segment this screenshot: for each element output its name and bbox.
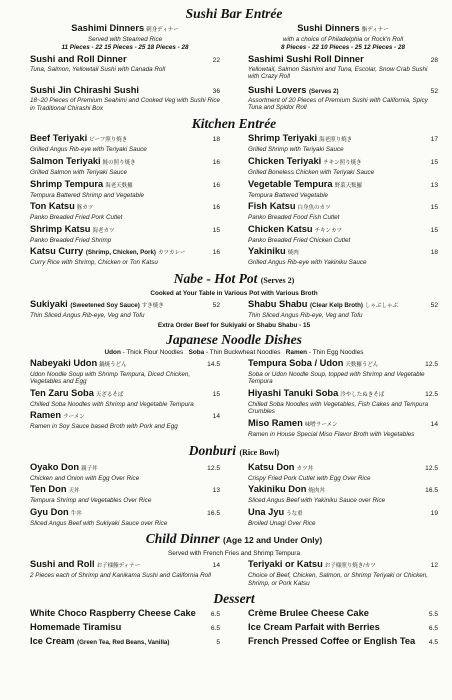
item-desc: Grilled Boneless Chicken with Teriyaki Sauce (248, 168, 375, 176)
item-price: 36 (212, 88, 220, 96)
item-jp: 天ざるそば (95, 391, 124, 398)
item-name: Ramen (30, 410, 62, 421)
item-desc: 2 Pieces each of Shrimp and Kanikama Sushi and California Roll (30, 572, 211, 580)
item-name: Vegetable Tempura (248, 178, 333, 189)
menu-item (248, 608, 438, 620)
item-name: Salmon Teriyaki (30, 155, 101, 166)
item-price: 16 (212, 158, 220, 166)
item-desc: Curry Rice with Shrimp, Chicken or Ton Katsu (30, 259, 158, 267)
menu-item (248, 54, 438, 81)
item-jp: 白身魚のカツ (297, 205, 331, 212)
item-desc: Sliced Angus Beef with Yakiniku Sauce over Rice (248, 497, 386, 505)
item-jp: 天麩羅うどん (345, 361, 379, 368)
item-name: Sushi and Roll Dinner (30, 53, 127, 64)
item-options: 11 Pieces - 22 15 Pieces - 25 18 Pieces - 28 (61, 43, 189, 51)
menu-item (248, 418, 438, 439)
item-name: Homemade Tiramisu (30, 622, 122, 633)
section-title-noodles: Japanese Noodle Dishes (166, 331, 302, 347)
item-name: Hiyashi Tanuki Soba (248, 387, 339, 398)
item-desc: Crispy Fried Pork Cutlet with Egg Over Rice (248, 474, 371, 482)
item-name: Shrimp Teriyaki (248, 133, 318, 144)
item-price: 17 (430, 136, 438, 144)
item-jp: 焼肉 (287, 250, 299, 257)
sushi-dinners (248, 23, 438, 52)
item-desc: Tuna, Salmon, Yellowtail Sushi with Canada Roll (30, 65, 166, 73)
donburi-left (30, 462, 220, 530)
item-name: Miso Ramen (248, 417, 303, 428)
item-jp: 野菜天麩羅 (334, 182, 363, 189)
item-jp: 天丼 (68, 488, 80, 495)
menu-item (248, 85, 438, 112)
menu-item (30, 388, 220, 409)
item-jp: 刺身ディナー (146, 27, 179, 33)
item-name: Katsu Don (248, 461, 295, 472)
item-name: Crème Brulee Cheese Cake (248, 608, 369, 619)
item-name: Ton Katsu (30, 201, 75, 212)
item-name: Ten Zaru Soba (30, 387, 94, 398)
item-price: 13 (212, 487, 220, 495)
item-desc: Choice of Beef, Chicken, Salmon, or Shrimp Teriyaki or Chicken, Shrimp, or Pork Katsu (248, 572, 429, 587)
item-price: 15 (430, 226, 438, 234)
sushi-bar-top (30, 23, 438, 52)
menu-item (30, 358, 220, 386)
item-jp: 焼肉丼 (308, 488, 325, 495)
item-price: 18 (430, 249, 438, 257)
item-jp: 親子丼 (81, 465, 98, 472)
item-price: 14 (212, 562, 220, 570)
item-serves: (Serves 2) (308, 87, 339, 95)
item-name: Ten Don (30, 484, 67, 495)
item-name: Sashimi Sushi Roll Dinner (248, 53, 364, 64)
item-name: Chicken Teriyaki (248, 155, 322, 166)
item-desc: Panko Breaded Food Fish Cutlet (248, 214, 340, 222)
item-desc: Tempura Shrimp and Vegetables Over Rice (30, 497, 152, 505)
item-price: 15 (212, 390, 220, 398)
kitchen-right (248, 133, 438, 269)
item-desc: Yellowtail, Salmon Sashimi and Tuna, Escolar, Snow Crab Sushi with Crazy Roll (248, 65, 428, 81)
item-desc: Grilled Shrimp with Teriyaki Sauce (248, 146, 344, 154)
item-desc: Broiled Unagi Over Rice (248, 519, 316, 527)
noodle-types: Udon - Thick Flour Noodles Soba - Thin Buckwheat Noodles Ramen - Thin Egg Noodles (104, 348, 364, 356)
item-jp: ラーメン (63, 414, 85, 421)
dessert-left (30, 608, 220, 650)
item-jp: チキン照り焼き (323, 159, 362, 166)
item-price: 28 (430, 56, 438, 64)
menu-item: Shabu Shabu (Clear Kelp Broth) しゃぶしゃぶ 52 Thin Sliced Angus Rib-eye, Veg and Tofu (248, 298, 438, 319)
item-desc: Panko Breaded Fried Shrimp (30, 236, 112, 244)
item-name: Sukiyaki (30, 298, 68, 309)
noodles-right (248, 358, 438, 441)
item-price: 12.5 (425, 390, 438, 398)
sashimi-dinners (30, 23, 220, 52)
item-name: Ice Cream (30, 636, 75, 647)
item-price: 12.5 (425, 360, 438, 368)
section-title-sushi-bar: Sushi Bar Entrée (185, 6, 283, 21)
item-price: 52 (430, 87, 438, 95)
noodles-left (30, 358, 220, 441)
item-desc: Grilled Angus Rib-eye with Teriyaki Sauce (30, 146, 147, 154)
item-desc: Panko Breaded Fried Pork Cutlet (30, 214, 123, 222)
item-name: Ice Cream Parfait with Berries (248, 622, 380, 633)
menu-item (30, 636, 220, 648)
item-jp: カツカレー (157, 250, 186, 257)
item-jp: カツ丼 (296, 465, 314, 472)
menu-item (30, 224, 220, 245)
item-price: 15 (430, 204, 438, 212)
item-desc: Chilled Soba Noodles with Vegetables, Fish Cakes and Tempura Crumbles (248, 400, 429, 416)
menu-item (30, 179, 220, 200)
item-jp: 海老照り焼き (319, 137, 353, 144)
menu-item (30, 507, 220, 528)
item-name: Shrimp Katsu (30, 223, 91, 234)
item-price: 6.5 (210, 625, 220, 633)
item-jp: 海老カツ (92, 227, 115, 234)
item-jp: 鮭の照り焼き (102, 159, 136, 166)
item-desc: Chicken and Onion with Egg Over Rice (30, 474, 140, 482)
item-price: 16.5 (207, 509, 220, 517)
item-price: 5 (216, 639, 220, 647)
item-desc: Ramen in House Special Miso Flavor Broth with Vegetables (248, 430, 415, 438)
item-jp: 海老天麩羅 (105, 182, 133, 189)
item-price: 15 (212, 226, 220, 234)
item-jp: 冷やしたぬきそば (340, 391, 385, 398)
item-jp: チキンカツ (314, 227, 343, 234)
item-price: 14 (430, 420, 438, 428)
item-price: 4.5 (428, 639, 438, 647)
item-name: Gyu Don (30, 506, 69, 517)
menu-item (30, 156, 220, 177)
item-desc: Soba or Udon Noodle Soup, topped with Shrimp and Vegetable Tempura (248, 370, 425, 386)
item-price: 6.5 (428, 625, 438, 633)
item-desc: Sliced Angus Beef with Sukiyaki Sauce over Rice (30, 519, 168, 527)
donburi-right (248, 462, 438, 530)
section-title-nabe: Nabe - Hot Pot (Serves 2) (173, 270, 295, 286)
item-price: 15 (430, 158, 438, 166)
item-desc: Tempura Battered Shrimp and Vegetable (30, 191, 144, 199)
menu-item (30, 85, 220, 112)
item-jp: 鍋焼うどん (99, 361, 127, 368)
menu-item (30, 462, 220, 483)
item-note: (Shrimp, Chicken, Pork) (85, 249, 156, 257)
nabe-note: Cooked at Your Table in Various Pot with Various Broth (150, 289, 318, 297)
item-price: 12.5 (425, 464, 438, 472)
menu-item (248, 462, 438, 483)
item-name: Beef Teriyaki (30, 133, 88, 144)
item-desc: Grilled Salmon with Teriyaki Sauce (30, 168, 128, 176)
item-desc: Ramen in Soy Sauce based Broth with Pork and Egg (30, 423, 178, 431)
menu-item (30, 410, 220, 431)
item-jp: ビーフ照り焼き (89, 137, 128, 144)
item-price: 22 (212, 56, 220, 64)
item-name: White Choco Raspberry Cheese Cake (30, 608, 196, 619)
item-desc: Chilled Soba Noodles with Shrimp and Vegetable Tempura (30, 400, 194, 408)
item-jp: うな重 (286, 510, 303, 517)
item-price: 16 (212, 181, 220, 189)
item-name: Fish Katsu (248, 201, 296, 212)
item-desc: 18~20 Pieces of Premium Seahimi and Cooked Veg with Sushi Rice in Traditional Chirashi Box (30, 97, 220, 112)
item-price: 14 (212, 413, 220, 421)
item-price: 16 (212, 204, 220, 212)
item-jp: 牛丼 (70, 510, 82, 517)
item-name: Chicken Katsu (248, 223, 313, 234)
item-price: 14.5 (207, 360, 220, 368)
menu-item (248, 622, 438, 634)
item-desc: Tempura Battered Vegetable (248, 191, 329, 199)
item-price: 52 (212, 301, 220, 309)
item-note: (Green Tea, Red Beans, Vanilla) (77, 639, 170, 647)
item-name: French Pressed Coffee or English Tea (248, 636, 416, 647)
item-name: Katsu Curry (30, 246, 84, 257)
item-name: Oyako Don (30, 461, 80, 472)
item-price: 16.5 (425, 487, 438, 495)
menu-item (248, 484, 438, 505)
nabe-extra: Extra Order Beef for Sukiyaki or Shabu Shabu - 15 (157, 321, 311, 329)
menu-item (248, 179, 438, 200)
item-desc: with a choice of Philadelphia or Rock'n Roll (282, 36, 404, 43)
menu-item: Sushi and Roll お子様鮨ディナー 14 2 Pieces each of Shrimp and Kanikama Sushi and California Roll (30, 559, 220, 580)
item-price: 19 (430, 509, 438, 517)
child-note: Served with French Fries and Shrimp Tempura (167, 550, 300, 558)
item-name: Sushi and Roll (30, 559, 95, 570)
item-price: 52 (430, 301, 438, 309)
item-desc: Panko Breaded Fried Chicken Cutlet (248, 236, 351, 244)
item-desc: Served with Steamed Rice (87, 36, 163, 43)
item-price: 12 (430, 562, 438, 570)
menu-item (248, 246, 438, 267)
item-name: Una Jyu (248, 506, 285, 517)
item-options: 8 Pieces - 22 10 Pieces - 25 12 Pieces - 28 (281, 43, 405, 51)
item-name: Shabu Shabu (248, 298, 308, 309)
menu-item (30, 608, 220, 620)
menu-item (30, 133, 220, 154)
item-jp: 豚カツ (76, 205, 94, 212)
item-price: 16 (212, 249, 220, 257)
item-name: Sushi Jin Chirashi Sushi (30, 85, 140, 96)
menu-item (248, 156, 438, 177)
item-name: Nabeyaki Udon (30, 357, 98, 368)
item-price: 12.5 (207, 464, 220, 472)
menu-item: Sukiyaki (Sweetened Soy Sauce) すき焼き 52 Thin Sliced Angus Rib-eye, Veg and Tofu (30, 298, 220, 319)
menu-item (30, 484, 220, 505)
item-name: Sushi Dinners (297, 23, 360, 33)
item-name: Shrimp Tempura (30, 178, 104, 189)
section-title-donburi: Donburi (Rice Bowl) (188, 442, 280, 458)
menu-item (30, 622, 220, 634)
dessert-right (248, 608, 438, 650)
item-name: Teriyaki or Katsu (248, 559, 323, 570)
item-price: 18 (212, 136, 220, 144)
menu-item (248, 201, 438, 222)
menu-item (30, 201, 220, 222)
menu-item (30, 54, 220, 74)
item-price: 13 (430, 181, 438, 189)
section-title-kitchen: Kitchen Entrée (191, 116, 277, 132)
menu-item (248, 358, 438, 386)
item-name: Yakiniku (248, 246, 286, 257)
menu-item (248, 388, 438, 416)
item-desc: Udon Noodle Soup with Shrimp Tempura, Diced Chicken, Vegetables and Egg (30, 370, 191, 386)
menu-item (248, 507, 438, 528)
item-desc: Grilled Angus Rib-eye with Yakiniku Sauce (248, 259, 367, 267)
item-desc: Thin Sliced Angus Rib-eye, Veg and Tofu (248, 311, 363, 319)
item-desc: Assortment of 20 Pieces of Premium Sushi with California, Spicy Tuna and Spidor Roll (248, 96, 428, 112)
item-name: Yakiniku Don (248, 484, 307, 495)
item-jp: 鮨ディナー (361, 27, 389, 33)
kitchen-left (30, 133, 220, 269)
section-title-dessert: Dessert (213, 591, 255, 607)
item-desc: Thin Sliced Angus Rib-eye, Veg and Tofu (30, 311, 145, 319)
menu-item (248, 224, 438, 245)
menu-item (248, 133, 438, 154)
menu-item (248, 636, 438, 648)
section-title-child: Child Dinner (Age 12 and Under Only) (145, 531, 323, 547)
item-name: Sushi Lovers (248, 84, 307, 95)
menu-item (30, 246, 220, 267)
item-jp: 味噌ラーメン (304, 421, 338, 428)
item-name: Sashimi Dinners (71, 23, 145, 33)
menu-item: Teriyaki or Katsu お子様照り焼き/カツ 12 Choice of Beef, Chicken, Salmon, or Shrimp Teriyaki or Chicken, Shrimp, or Pork Katsu (248, 559, 438, 587)
item-price: 6.5 (210, 611, 220, 619)
item-price: 5.5 (428, 611, 438, 619)
item-name: Tempura Soba / Udon (248, 357, 344, 368)
